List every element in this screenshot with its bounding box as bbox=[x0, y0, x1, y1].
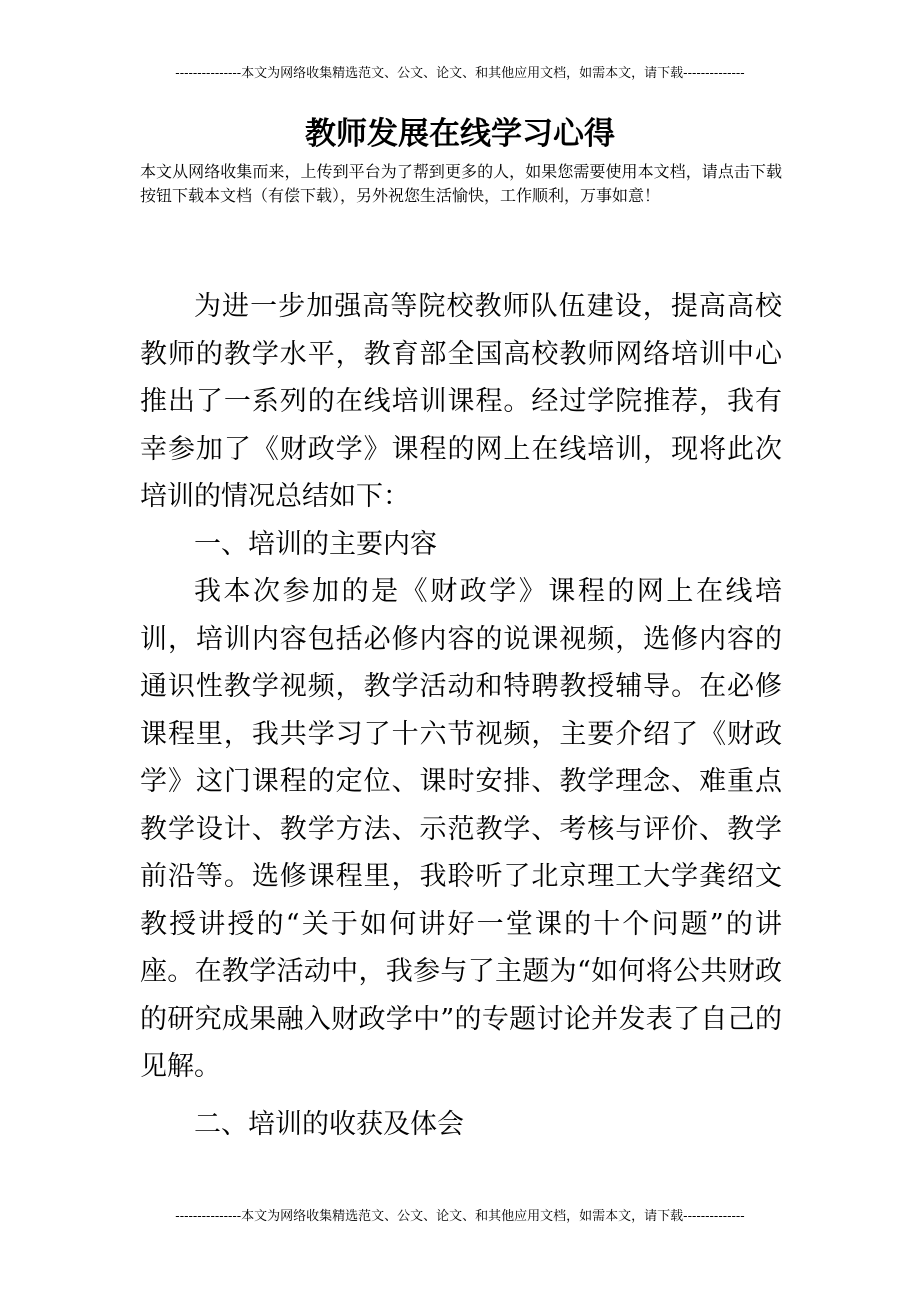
section-heading-1: 一、培训的主要内容 bbox=[194, 528, 437, 560]
section-heading-2: 二、培训的收获及体会 bbox=[194, 1108, 464, 1140]
paragraph-content: 我本次参加的是《财政学》课程的网上在线培训，培训内容包括必修内容的说课视频，选修内容的通识性教学视频，教学活动和特聘教授辅导。在必修课程里，我共学习了十六节视频，主要介绍了《财政学》这门课程的定位、课时安排、教学理念、难重点教学设计、教学方法、示范教学、考核与评价、教学前沿等。选修课程里，我聆听了北京理工大学龚绍文教授讲授的“关于如何讲好一堂课的十个问题”的讲座。在教学活动中，我参与了主题为“如何将公共财政的研究成果融入财政学中”的专题讨论并发表了自己的见解。 bbox=[140, 576, 782, 1082]
intro-notice: 本文从网络收集而来，上传到平台为了帮到更多的人，如果您需要使用本文档，请点击下载按钮下载本文档（有偿下载），另外祝您生活愉快，工作顺利，万事如意！ bbox=[140, 162, 782, 205]
document-body bbox=[140, 283, 782, 1148]
page-header: ---------------本文为网络收集精选范文、公文、论文、和其他应用文档，如需本文，请下载-------------- bbox=[175, 66, 745, 81]
paragraph-opening: 为进一步加强高等院校教师队伍建设，提高高校教师的教学水平，教育部全国高校教师网络培训中心推出了一系列的在线培训课程。经过学院推荐，我有幸参加了《财政学》课程的网上在线培训，现将此次培训的情况总结如下： bbox=[140, 291, 782, 512]
document-title: 教师发展在线学习心得 bbox=[305, 116, 615, 152]
page-footer: ---------------本文为网络收集精选范文、公文、论文、和其他应用文档，如需本文，请下载-------------- bbox=[175, 1209, 745, 1224]
